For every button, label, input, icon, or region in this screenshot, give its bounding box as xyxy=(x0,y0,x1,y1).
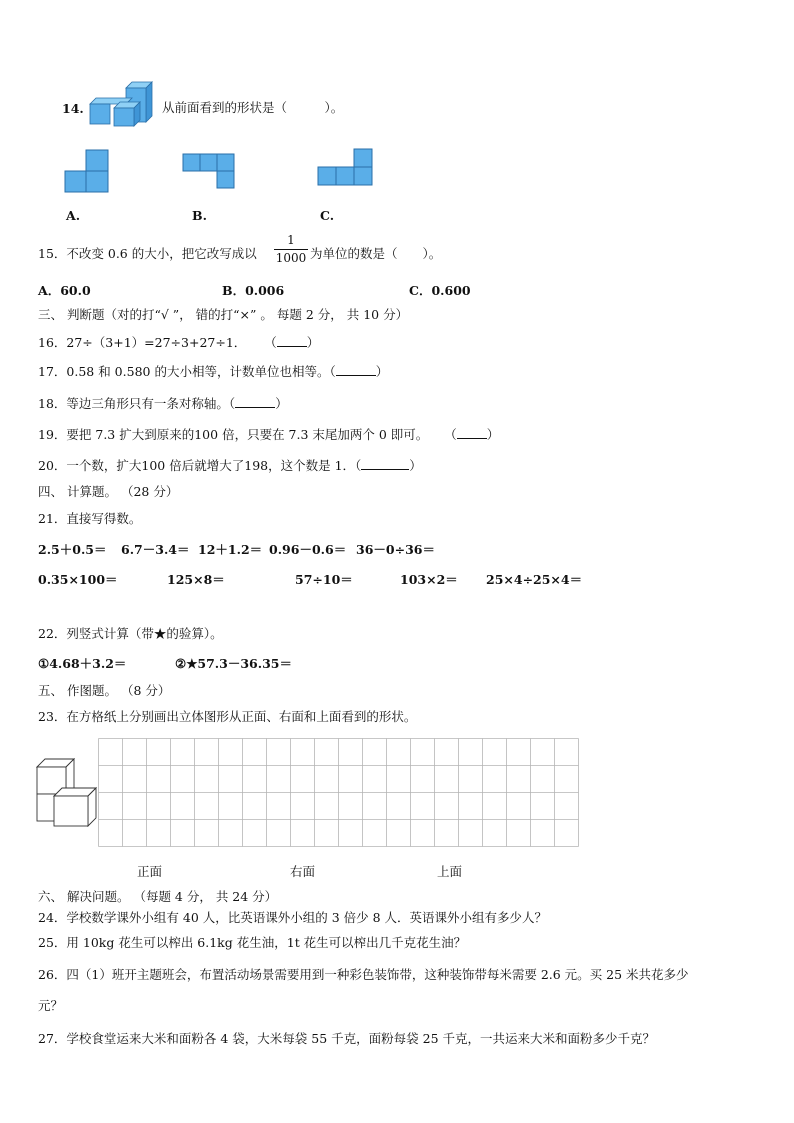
q20-answer-blank[interactable] xyxy=(361,458,409,470)
q14-number: 14. xyxy=(62,101,84,116)
section-5-title: 五、 作图题。 （8 分） xyxy=(38,683,171,698)
q19-text: 19．要把 7.3 扩大到原来的100 倍，只要在 7.3 末尾加两个 0 即可。 xyxy=(38,427,429,442)
q18-text: 18．等边三角形只有一条对称轴。 xyxy=(38,396,229,411)
q21-text: 21．直接写得数。 xyxy=(38,511,142,526)
q26-line2: 元？ xyxy=(38,998,64,1013)
q15-option-b: B．0.006 xyxy=(222,283,285,298)
q14-option-b-label: B. xyxy=(192,208,207,223)
q22-item-2: ②★57.3－36.35＝ xyxy=(175,656,292,671)
q14-option-a-shape xyxy=(64,149,110,193)
section-3-title: 三、 判断题（对的打“√ ”， 错的打“×” 。 每题 2 分， 共 10 分） xyxy=(38,307,409,322)
q17-answer-blank[interactable] xyxy=(336,364,376,376)
q14-option-c-label: C. xyxy=(320,208,335,223)
q18-paren-close: ） xyxy=(275,396,288,411)
q14-option-c-shape xyxy=(317,148,375,188)
q20-paren-close: ） xyxy=(409,458,422,473)
q21-row1-item-5: 36－0÷36＝ xyxy=(356,542,435,557)
q22-item-1: ①4.68＋3.2＝ xyxy=(38,656,127,671)
q25-text: 25．用 10kg 花生可以榨出 6.1kg 花生油，1t 花生可以榨出几千克花生油？ xyxy=(38,935,467,950)
q21-row2-item-2: 125×8＝ xyxy=(167,572,225,587)
q20 xyxy=(38,458,422,474)
q23-label-top: 上面 xyxy=(437,864,463,879)
q21-row1-item-4: 0.96－0.6＝ xyxy=(269,542,347,557)
q22-text: 22．列竖式计算（带★的验算）。 xyxy=(38,626,223,641)
q15-fraction xyxy=(274,234,308,265)
q20-text: 20．一个数，扩大100 倍后就增大了198，这个数是 1． xyxy=(38,458,356,473)
q17-paren-close: ） xyxy=(375,364,389,379)
q23-label-front: 正面 xyxy=(137,864,163,879)
q23-grid-paper[interactable] xyxy=(98,738,580,848)
q16-answer-blank[interactable] xyxy=(277,335,307,347)
q18-paren-open: （ xyxy=(228,396,236,411)
fraction-bar xyxy=(274,249,308,250)
q15-fraction-numerator: 1 xyxy=(287,233,295,247)
q26-line1: 26．四（1）班开主题班会，布置活动场景需要用到一种彩色装饰带，这种装饰带每米需要 2.6 元。买 25 米共花多少 xyxy=(38,967,689,982)
q21-row1-item-2: 6.7－3.4＝ xyxy=(121,542,190,557)
q21-row1-item-3: 12＋1.2＝ xyxy=(198,542,263,557)
q15-text-after: 为单位的数是（ ）。 xyxy=(310,246,442,261)
q23-cube-figure xyxy=(36,758,100,828)
q27-text: 27．学校食堂运来大米和面粉各 4 袋，大米每袋 55 千克，面粉每袋 25 千克，一共运来大米和面粉多少千克？ xyxy=(38,1031,656,1046)
q21-row2-item-5: 25×4÷25×4＝ xyxy=(486,572,583,587)
q14-solid-figure xyxy=(88,80,158,128)
section-6-title: 六、 解决问题。 （每题 4 分， 共 24 分） xyxy=(38,889,278,904)
q16-paren-open: （ xyxy=(264,335,277,350)
q21-row2-item-3: 57÷10＝ xyxy=(295,572,353,587)
q15-option-a: A．60.0 xyxy=(38,283,91,298)
q23-text: 23．在方格纸上分别画出立体图形从正面、右面和上面看到的形状。 xyxy=(38,709,417,724)
q15-text-before: 15．不改变 0.6 的大小，把它改写成以 xyxy=(38,246,257,261)
q24-text: 24．学校数学课外小组有 40 人，比英语课外小组的 3 倍少 8 人．英语课外小组有多少人？ xyxy=(38,910,548,925)
q21-row2-item-1: 0.35×100＝ xyxy=(38,572,118,587)
q19 xyxy=(38,427,499,443)
q18 xyxy=(38,396,288,412)
section-4-title: 四、 计算题。 （28 分） xyxy=(38,484,179,499)
q17-paren-open: （ xyxy=(329,364,336,379)
q17-text: 17．0.58 和 0.580 的大小相等，计数单位也相等。 xyxy=(38,364,330,379)
q19-answer-blank[interactable] xyxy=(457,427,487,439)
q17 xyxy=(38,364,388,380)
q14-option-a-label: A. xyxy=(66,208,81,223)
q19-paren-close: ） xyxy=(486,427,500,442)
q21-row1-item-1: 2.5＋0.5＝ xyxy=(38,542,107,557)
q19-paren-open: （ xyxy=(444,427,457,442)
q16 xyxy=(38,335,319,351)
q16-text: 16．27÷（3+1）=27÷3+27÷1． xyxy=(38,335,247,350)
q14-option-b-shape xyxy=(182,153,238,189)
q14-question: 从前面看到的形状是（ ）。 xyxy=(162,100,344,115)
q15-fraction-denominator: 1000 xyxy=(275,251,307,265)
q18-answer-blank[interactable] xyxy=(235,396,275,408)
q20-paren-open: （ xyxy=(355,458,362,473)
q23-label-right: 右面 xyxy=(290,864,316,879)
q21-row2-item-4: 103×2＝ xyxy=(400,572,458,587)
q15-option-c: C．0.600 xyxy=(409,283,471,298)
q16-paren-close: ） xyxy=(306,335,320,350)
